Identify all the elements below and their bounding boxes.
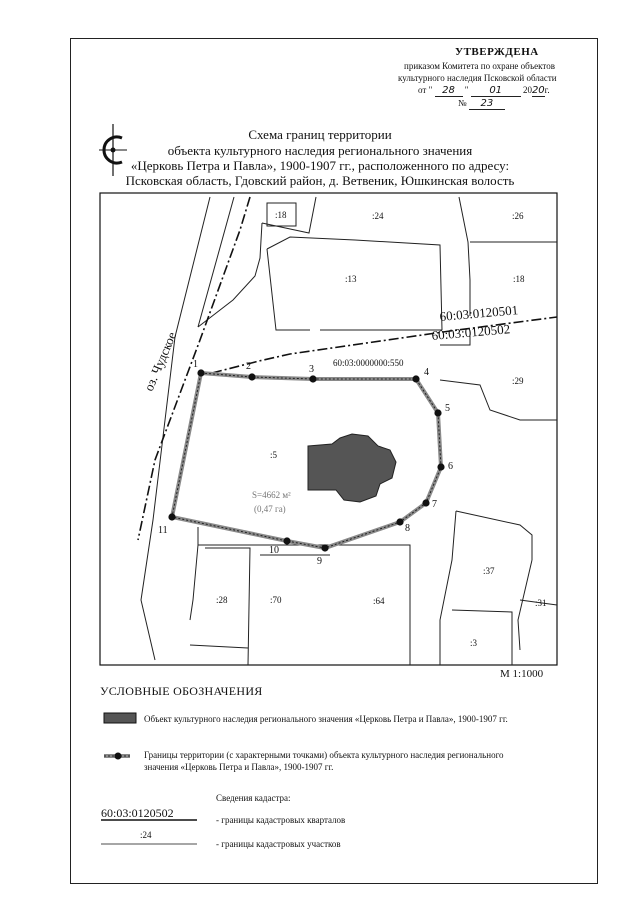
approval-date-day: 28 — [435, 85, 463, 97]
legend-parcel-text: - границы кадастровых участков — [216, 839, 341, 849]
church-footprint — [308, 434, 396, 502]
boundary-point-6 — [437, 463, 444, 470]
boundary-point-label-11: 11 — [158, 525, 168, 536]
legend-object-text: Объект культурного наследия регионального значения «Церковь Петра и Павла», 1900-1907 гг. — [144, 714, 508, 724]
boundary-point-7 — [422, 499, 429, 506]
approval-line-1: приказом Комитета по охране объектов — [404, 61, 555, 71]
map-scale: М 1:1000 — [500, 668, 544, 680]
map-title-line-2: объекта культурного наследия регионального значения — [167, 143, 473, 158]
legend-parcel-sample: :24 — [140, 830, 152, 840]
boundary-point-label-5: 5 — [445, 403, 450, 414]
map-title-line-4: Псковская область, Гдовский район, д. Ветвеник, Юшкинская волость — [125, 173, 515, 188]
boundary-point-2 — [248, 373, 255, 380]
boundary-points — [158, 359, 453, 567]
boundary-point-8 — [396, 518, 403, 525]
quarter-label-upper: 60:03:0120501 — [438, 302, 519, 324]
boundary-point-10 — [283, 537, 290, 544]
map-frame — [100, 193, 557, 665]
approval-title: УТВЕРЖДЕНА — [455, 46, 539, 58]
boundary-point-label-10: 10 — [269, 545, 279, 556]
legend-cadastre-heading: Сведения кадастра: — [216, 793, 291, 803]
boundary-point-4 — [412, 375, 419, 382]
approval-date-month: 01 — [471, 85, 521, 97]
boundary-point-1 — [197, 369, 204, 376]
boundary-point-label-6: 6 — [448, 461, 453, 472]
approval-date-end: г. — [544, 85, 550, 95]
boundary-point-label-4: 4 — [424, 367, 429, 378]
parcel-label-37: :37 — [483, 566, 495, 576]
boundary-point-5 — [434, 409, 441, 416]
legend-boundary-text-1: Границы территории (с характерными точками) объекта культурного наследия регионального — [144, 750, 504, 760]
parcel-boundaries — [141, 197, 557, 665]
parcel-label-64: :64 — [373, 596, 385, 606]
area-label-ha: (0,47 га) — [254, 504, 286, 514]
boundary-point-label-9: 9 — [317, 556, 322, 567]
parcel-label-3: :3 — [470, 638, 478, 648]
parcel-label-18-top: :18 — [275, 210, 287, 220]
approval-date-prefix: от " — [418, 85, 433, 95]
quarter-label-lower: 60:03:0120502 — [430, 321, 511, 343]
approval-date-year-suffix: 20 — [531, 85, 545, 96]
legend-point-sample — [115, 753, 122, 760]
parcel-label-29: :29 — [512, 376, 524, 386]
boundary-point-9 — [321, 544, 328, 551]
legend-quarter-sample: 60:03:0120502 — [101, 806, 174, 820]
lake-label: оз. Чудское — [140, 329, 180, 394]
boundary-point-label-1: 1 — [193, 359, 198, 370]
approval-date-year-prefix: 20 — [522, 85, 532, 95]
boundary-point-label-2: 2 — [246, 361, 251, 372]
approval-number-prefix: № — [458, 98, 467, 108]
map-title-line-1: Схема границ территории — [248, 127, 392, 142]
legend-object-sample — [104, 713, 136, 723]
legend-boundary-text-2: значения «Церковь Петра и Павла», 1900-1907 гг. — [144, 762, 334, 772]
boundary-point-3 — [309, 375, 316, 382]
area-label: S=4662 м² — [252, 490, 291, 500]
parcel-label-31: :31 — [535, 598, 547, 608]
approval-line-2: культурного наследия Псковской области — [398, 73, 557, 83]
boundary-point-label-3: 3 — [309, 364, 314, 375]
parcel-label-24: :24 — [372, 211, 384, 221]
parcel-label-26: :26 — [512, 211, 524, 221]
approval-date-mid: " — [464, 85, 469, 95]
map-title-line-3: «Церковь Петра и Павла», 1900-1907 гг., расположенного по адресу: — [130, 158, 510, 173]
boundary-point-11 — [168, 513, 175, 520]
parcel-label-road: 60:03:0000000:550 — [333, 358, 404, 368]
boundary-point-label-8: 8 — [405, 523, 410, 534]
legend-heading: УСЛОВНЫЕ ОБОЗНАЧЕНИЯ — [100, 684, 263, 698]
legend-quarter-text: - границы кадастровых кварталов — [216, 815, 346, 825]
parcel-label-18-right: :18 — [513, 274, 525, 284]
parcel-label-70: :70 — [270, 595, 282, 605]
parcel-label-5: :5 — [270, 450, 278, 460]
parcel-label-13: :13 — [345, 274, 357, 284]
boundary-point-label-7: 7 — [432, 499, 437, 510]
parcel-label-28: :28 — [216, 595, 228, 605]
approval-number-value: 23 — [469, 98, 505, 110]
